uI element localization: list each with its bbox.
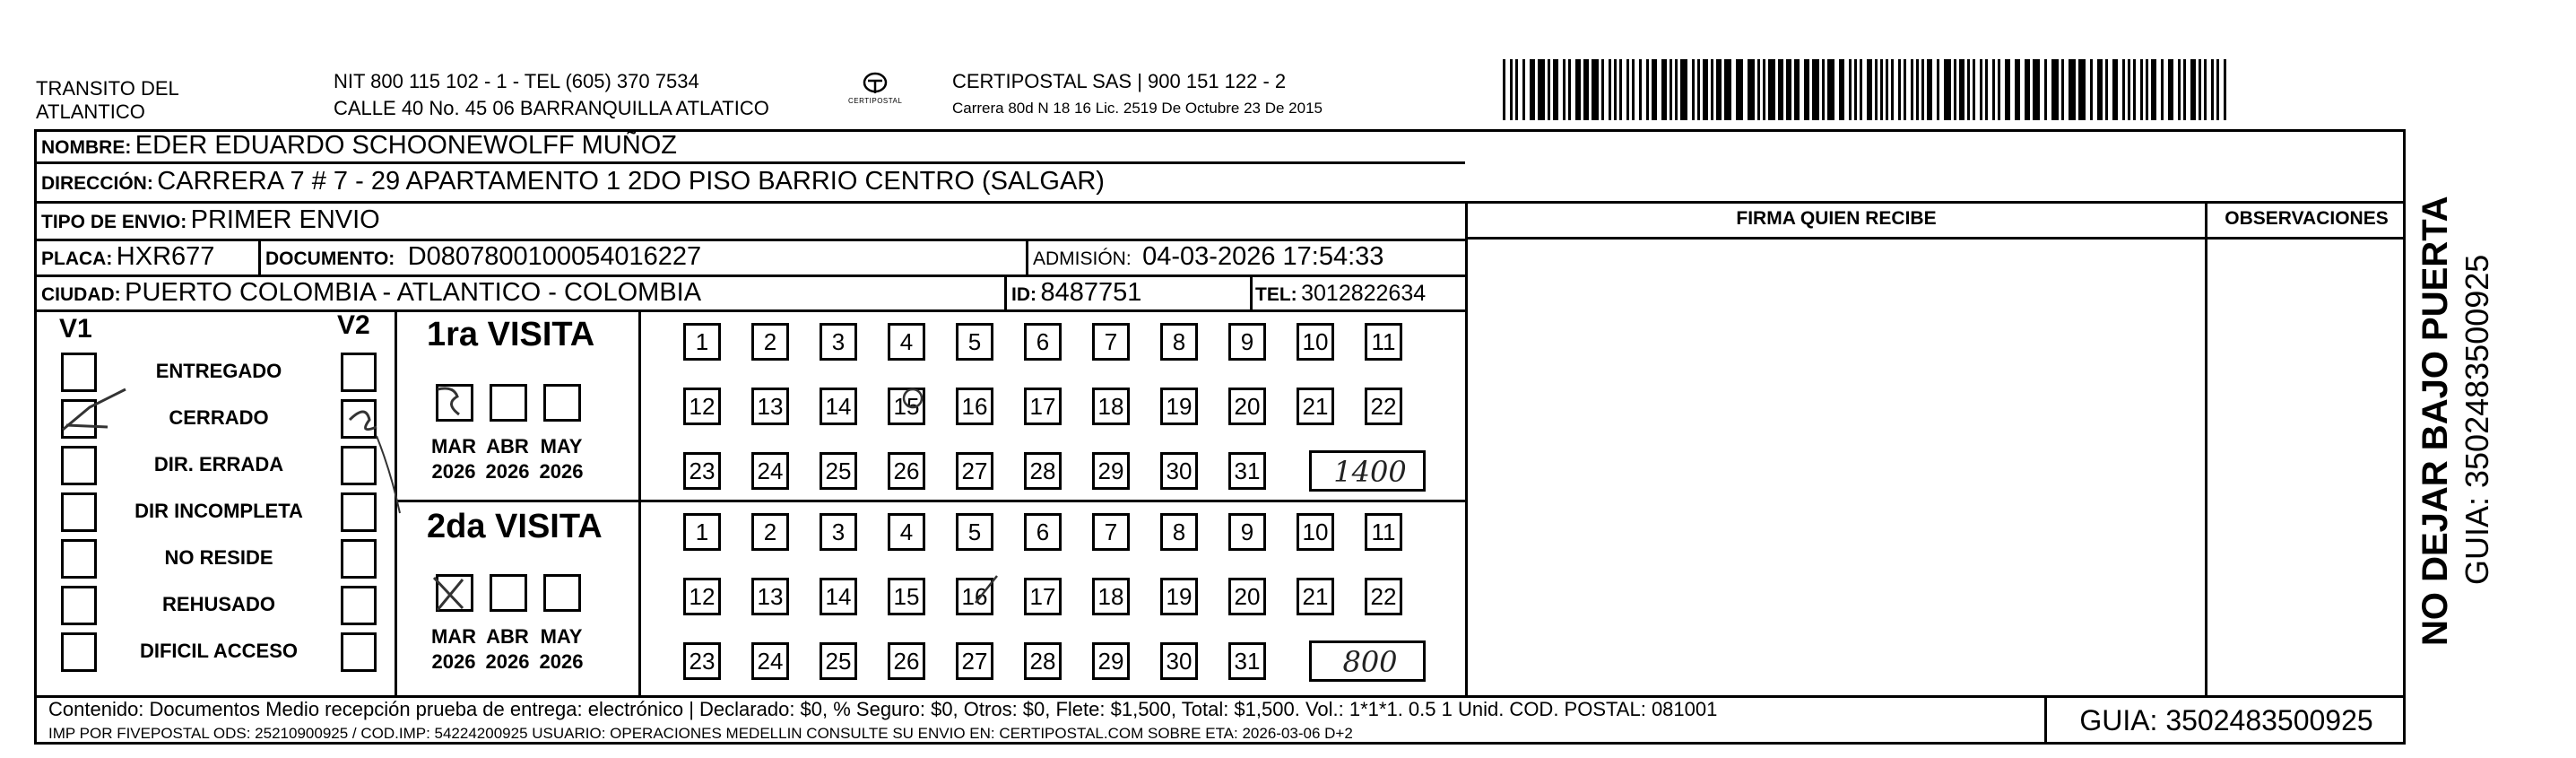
first-visit-day-box[interactable]: 16 (956, 388, 993, 425)
second-visit-month-label (427, 624, 481, 675)
first-visit-day-box[interactable]: 8 (1160, 323, 1198, 361)
admision-label: ADMISIÓN: (1033, 248, 1132, 269)
barcode-bar (1827, 59, 1834, 120)
barcode-bar (1652, 59, 1657, 120)
v2-status-checkbox[interactable] (341, 353, 377, 392)
second-visit-day-box[interactable]: 23 (683, 642, 721, 680)
barcode-bar (1670, 59, 1672, 120)
barcode-bar (1601, 59, 1604, 120)
barcode-bar (1609, 59, 1611, 120)
barcode-bar (2005, 59, 2010, 120)
month-name: MAY (540, 435, 583, 457)
issuer-line1: TRANSITO DEL (36, 77, 179, 100)
second-visit-month-label (534, 624, 588, 675)
barcode-bar (2090, 59, 2093, 120)
second-visit-month-checkbox[interactable] (490, 574, 527, 612)
ciudad-cell (41, 278, 701, 308)
second-visit-day-box[interactable]: 15 (888, 578, 925, 615)
barcode-bar (1967, 59, 1970, 120)
barcode-bar (1927, 59, 1932, 120)
barcode-bar (2044, 59, 2047, 120)
documento-value: D0807800100054016227 (407, 242, 702, 271)
first-visit-month-checkbox[interactable] (490, 384, 527, 422)
barcode-bar (2183, 59, 2186, 120)
second-visit-day-box[interactable]: 14 (820, 578, 857, 615)
first-visit-day-box[interactable]: 1 (683, 323, 721, 361)
v1-status-checkbox[interactable] (61, 632, 97, 672)
barcode-bar (1757, 59, 1760, 120)
first-visit-month-label (534, 434, 588, 484)
first-visit-day-box[interactable]: 13 (751, 388, 789, 425)
first-visit-day-box[interactable]: 7 (1092, 323, 1130, 361)
barcode-bar (1904, 59, 1906, 120)
row-divider (34, 201, 2406, 204)
first-visit-day-box[interactable]: 11 (1365, 323, 1402, 361)
status-label: ENTREGADO (155, 360, 282, 382)
barcode-bar (1973, 59, 1975, 120)
first-visit-day-box[interactable]: 22 (1365, 388, 1402, 425)
month-year: 2026 (431, 650, 476, 673)
placa-label: PLACA: (41, 248, 113, 269)
tipo-label: TIPO DE ENVIO: (41, 212, 187, 232)
first-visit-day-box[interactable]: 30 (1160, 452, 1198, 490)
documento-label: DOCUMENTO: (265, 248, 395, 269)
barcode-bar (1921, 59, 1924, 120)
status-label: REHUSADO (162, 593, 275, 615)
barcode-bar (2069, 59, 2076, 120)
barcode-bar (1548, 59, 1550, 120)
second-visit-day-box[interactable]: 6 (1024, 513, 1062, 551)
row-divider (34, 161, 1465, 164)
second-visit-month-checkbox[interactable] (543, 574, 581, 612)
status-label: DIR INCOMPLETA (134, 500, 303, 522)
barcode-bar (2133, 59, 2136, 120)
barcode-bar (1553, 59, 1558, 120)
barcode-bar (2105, 59, 2108, 120)
first-visit-time-box[interactable] (1309, 450, 1426, 492)
guia-footer: GUIA: 3502483500925 (2079, 704, 2373, 736)
visit-divider (638, 309, 641, 695)
first-visit-day-box[interactable]: 4 (888, 323, 925, 361)
second-visit-day-box[interactable]: 2 (751, 513, 789, 551)
barcode-bar (1794, 59, 1800, 120)
first-visit-day-box[interactable]: 14 (820, 388, 857, 425)
barcode-bar (1886, 59, 1888, 120)
second-visit-time-value: 800 (1342, 645, 1398, 679)
barcode-bar (1898, 59, 1901, 120)
barcode-bar (1880, 59, 1883, 120)
barcode-bar (1867, 59, 1872, 120)
tel-value: 3012822634 (1301, 281, 1427, 306)
barcode-bar (1692, 59, 1695, 120)
barcode-bar (2161, 59, 2164, 120)
second-visit-day-box[interactable]: 25 (820, 642, 857, 680)
first-visit-day-box[interactable]: 2 (751, 323, 789, 361)
status-label: CERRADO (169, 406, 269, 429)
v2-cerrado-mark-icon (341, 400, 403, 517)
documento-cell (265, 242, 701, 272)
first-visit-day-box[interactable]: 20 (1228, 388, 1266, 425)
barcode-bar (2097, 59, 2103, 120)
first-visit-day-box[interactable]: 27 (956, 452, 993, 490)
issuer-line2: ATLANTICO (36, 100, 145, 123)
first-visit-time-value: 1400 (1333, 455, 1407, 489)
barcode-bar (2204, 59, 2207, 120)
second-visit-day-box[interactable]: 8 (1160, 513, 1198, 551)
barcode-bar (2025, 59, 2030, 120)
second-visit-day-box[interactable]: 19 (1160, 578, 1198, 615)
barcode-bar (1786, 59, 1791, 120)
barcode-bar (1736, 59, 1743, 120)
barcode-bar (2199, 59, 2201, 120)
month-name: ABR (486, 625, 529, 648)
v2-status-checkbox[interactable] (341, 586, 377, 625)
barcode-bar (1583, 59, 1589, 120)
second-visit-day-box[interactable]: 16 (956, 578, 993, 615)
first-visit-day-box[interactable]: 26 (888, 452, 925, 490)
second-visit-day-box[interactable]: 22 (1365, 578, 1402, 615)
barcode-bar (1875, 59, 1878, 120)
row-divider (34, 239, 1465, 241)
barcode-bar (1763, 59, 1765, 120)
placa-value: HXR677 (116, 242, 215, 271)
second-visit-day-box[interactable]: 7 (1092, 513, 1130, 551)
courier-line: CERTIPOSTAL SAS | 900 151 122 - 2 (952, 70, 1287, 92)
ciudad-label: CIUDAD: (41, 284, 121, 305)
barcode-bar (1959, 59, 1965, 120)
day15-mark-icon (897, 379, 932, 418)
first-visit-month-checkbox[interactable] (543, 384, 581, 422)
month-name: ABR (486, 435, 529, 457)
barcode-bar (1675, 59, 1678, 120)
day16-mark-icon (970, 571, 1006, 610)
barcode-bar (1619, 59, 1622, 120)
first-visit-day-box[interactable]: 5 (956, 323, 993, 361)
barcode-bar (1632, 59, 1635, 120)
first-visit-day-box[interactable]: 17 (1024, 388, 1062, 425)
v2-label: V2 (337, 310, 370, 340)
second-visit-day-box[interactable]: 27 (956, 642, 993, 680)
ciudad-value: PUERTO COLOMBIA - ATLANTICO - COLOMBIA (125, 278, 702, 307)
second-visit-day-box[interactable]: 3 (820, 513, 857, 551)
barcode-bar (1822, 59, 1825, 120)
month-year: 2026 (485, 650, 530, 673)
barcode-bar (2051, 59, 2059, 120)
barcode-bar (1891, 59, 1894, 120)
barcode-bar (1916, 59, 1919, 120)
row-divider (34, 309, 1465, 312)
second-visit-day-box[interactable]: 10 (1297, 513, 1334, 551)
logo-mark-icon (857, 70, 893, 97)
direccion-value: CARRERA 7 # 7 - 29 APARTAMENTO 1 2DO PISO BARRIO CENTRO (SALGAR) (157, 167, 1105, 196)
second-visit-day-box[interactable]: 5 (956, 513, 993, 551)
status-label: NO RESIDE (164, 546, 273, 569)
barcode-bar (2216, 59, 2219, 120)
v1-status-checkbox[interactable] (61, 586, 97, 625)
barcode-icon (1503, 59, 2231, 120)
barcode-bar (1911, 59, 1913, 120)
second-visit-day-box[interactable]: 29 (1092, 642, 1130, 680)
first-visit-day-box[interactable]: 24 (751, 452, 789, 490)
first-visit-day-box[interactable]: 29 (1092, 452, 1130, 490)
barcode-bar (1748, 59, 1755, 120)
v1-label: V1 (59, 314, 92, 344)
placa-divider (258, 239, 261, 274)
barcode-bar (1944, 59, 1951, 120)
barcode-bar (1804, 59, 1809, 120)
second-visit-day-box[interactable]: 20 (1228, 578, 1266, 615)
first-visit-day-box[interactable]: 23 (683, 452, 721, 490)
no-dejar-bajo-puerta: NO DEJAR BAJO PUERTA (2416, 196, 2455, 646)
issuer-name (36, 77, 179, 124)
barcode-bar (1530, 59, 1535, 120)
barcode-bar (1522, 59, 1525, 120)
barcode-bar (1503, 59, 1505, 120)
barcode-bar (2078, 59, 2086, 120)
v1-status-checkbox[interactable] (61, 539, 97, 579)
barcode-bar (2224, 59, 2226, 120)
nombre-row (41, 131, 677, 161)
id-cell (1011, 278, 1141, 308)
barcode-bar (1778, 59, 1783, 120)
barcode-bar (1680, 59, 1687, 120)
barcode-bar (1854, 59, 1857, 120)
barcode-bar (2033, 59, 2040, 120)
month-year: 2026 (539, 650, 584, 673)
first-visit-day-box[interactable]: 25 (820, 452, 857, 490)
first-visit-month-label (481, 434, 534, 484)
barcode-bar (1998, 59, 2000, 120)
certipostal-logo (848, 70, 902, 105)
second-visit-month-label (481, 624, 534, 675)
month-year: 2026 (485, 460, 530, 483)
barcode-bar (2128, 59, 2130, 120)
second-visit-day-box[interactable]: 12 (683, 578, 721, 615)
month-name: MAY (540, 625, 583, 648)
tel-cell (1255, 281, 1426, 307)
month-name: MAR (430, 625, 477, 648)
barcode-bar (1711, 59, 1713, 120)
observaciones-area[interactable] (2207, 240, 2406, 695)
admision-value: 04-03-2026 17:54:33 (1142, 242, 1384, 271)
barcode-bar (1839, 59, 1844, 120)
month-name: MAR (430, 435, 477, 457)
imp-line: IMP POR FIVEPOSTAL ODS: 25210900925 / COD.IMP: 54224200925 USUARIO: OPERACIONES MEDELLIN CONSULTE SU ENVIO EN: CERTIPOSTAL.COM SOBRE ETA: 2026-03-06 D+2 (48, 725, 1353, 742)
id-label: ID: (1011, 284, 1036, 305)
direccion-label: DIRECCIÓN: (41, 173, 153, 194)
first-visit-day-box[interactable]: 21 (1297, 388, 1334, 425)
v1-status-checkbox[interactable] (61, 446, 97, 485)
firma-label: FIRMA QUIEN RECIBE (1736, 208, 1937, 229)
v1-status-checkbox[interactable] (61, 492, 97, 532)
second-visit-day-box[interactable]: 4 (888, 513, 925, 551)
barcode-bar (2168, 59, 2173, 120)
v1-cerrado-checkmark-icon (54, 380, 134, 443)
tel-divider (1250, 274, 1253, 309)
barcode-bar (2146, 59, 2148, 120)
id-divider (1004, 274, 1007, 309)
barcode-bar (1510, 59, 1513, 120)
first-visit-month-mark-icon (427, 380, 470, 423)
barcode-bar (1849, 59, 1852, 120)
second-visit-day-box[interactable]: 31 (1228, 642, 1266, 680)
first-visit-title: 1ra VISITA (427, 316, 595, 353)
barcode-bar (1768, 59, 1775, 120)
first-visit-day-box[interactable]: 18 (1092, 388, 1130, 425)
barcode-bar (1703, 59, 1708, 120)
issuer-contact (334, 70, 769, 120)
barcode-bar (1639, 59, 1642, 120)
second-visit-day-box[interactable]: 18 (1092, 578, 1130, 615)
second-visit-day-box[interactable]: 9 (1228, 513, 1266, 551)
contenido-line: Contenido: Documentos Medio recepción prueba de entrega: electrónico | Declarado: $0, % Seguro: $0, Otros: $0, Flete: $1,500, Total: $1,500. Vol.: 1*1*1. 0.5 1 Unid. COD. POSTAL: 081001 (48, 698, 1718, 720)
logo-text: CERTIPOSTAL (848, 97, 903, 105)
month-year: 2026 (539, 460, 584, 483)
first-visit-day-box[interactable]: 12 (683, 388, 721, 425)
second-visit-day-box[interactable]: 11 (1365, 513, 1402, 551)
barcode-bar (1592, 59, 1599, 120)
barcode-bar (1724, 59, 1731, 120)
first-visit-month-label (427, 434, 481, 484)
address-line: CALLE 40 No. 45 06 BARRANQUILLA ATLATICO (334, 97, 769, 119)
v2-status-checkbox[interactable] (341, 539, 377, 579)
nombre-label: NOMBRE: (41, 137, 132, 158)
barcode-bar (1538, 59, 1545, 120)
second-visit-day-box[interactable]: 26 (888, 642, 925, 680)
first-visit-day-box[interactable]: 15 (888, 388, 925, 425)
barcode-bar (1954, 59, 1956, 120)
barcode-bar (1860, 59, 1862, 120)
side-guia: GUIA: 3502483500925 (2459, 254, 2495, 585)
barcode-bar (1980, 59, 1982, 120)
nit-line: NIT 800 115 102 - 1 - TEL (605) 370 7534 (334, 70, 699, 92)
barcode-bar (1992, 59, 1995, 120)
first-visit-day-box[interactable]: 9 (1228, 323, 1266, 361)
barcode-bar (1646, 59, 1649, 120)
barcode-bar (1515, 59, 1518, 120)
first-visit-day-box[interactable]: 6 (1024, 323, 1062, 361)
placa-cell (41, 242, 214, 272)
barcode-bar (1626, 59, 1629, 120)
second-visit-day-box[interactable]: 17 (1024, 578, 1062, 615)
nombre-value: EDER EDUARDO SCHOONEWOLFF MUÑOZ (134, 131, 677, 160)
barcode-bar (2211, 59, 2214, 120)
tipo-row (41, 205, 380, 235)
observaciones-label: OBSERVACIONES (2225, 208, 2389, 229)
second-visit-title: 2da VISITA (427, 508, 603, 545)
second-visit-day-box[interactable]: 28 (1024, 642, 1062, 680)
v2-status-checkbox[interactable] (341, 632, 377, 672)
barcode-bar (1563, 59, 1566, 120)
barcode-bar (1661, 59, 1667, 120)
first-visit-day-box[interactable]: 10 (1297, 323, 1334, 361)
admision-divider (1026, 239, 1028, 274)
barcode-bar (1568, 59, 1571, 120)
status-label: DIFICIL ACCESO (139, 640, 298, 662)
second-visit-day-box[interactable]: 24 (751, 642, 789, 680)
signature-area[interactable] (1468, 240, 2205, 695)
first-visit-day-box[interactable]: 31 (1228, 452, 1266, 490)
direccion-row (41, 167, 1105, 196)
tel-label: TEL: (1255, 284, 1297, 305)
barcode-bar (1614, 59, 1617, 120)
second-visit-month-mark-icon (427, 571, 472, 615)
barcode-bar (1812, 59, 1819, 120)
barcode-bar (2061, 59, 2064, 120)
barcode-bar (2015, 59, 2020, 120)
barcode-bar (1716, 59, 1722, 120)
admision-cell (1033, 242, 1383, 272)
visit-row-divider (395, 500, 1465, 502)
barcode-bar (2190, 59, 2196, 120)
license-line: Carrera 80d N 18 16 Lic. 2519 De Octubre 23 De 2015 (952, 100, 1323, 117)
second-visit-day-box[interactable]: 21 (1297, 578, 1334, 615)
barcode-bar (2151, 59, 2156, 120)
barcode-bar (1697, 59, 1700, 120)
tipo-value: PRIMER ENVIO (190, 205, 380, 234)
second-visit-day-box[interactable]: 13 (751, 578, 789, 615)
barcode-bar (2140, 59, 2143, 120)
first-visit-day-box[interactable]: 19 (1160, 388, 1198, 425)
courier-info (952, 70, 1323, 118)
barcode-bar (2122, 59, 2125, 120)
month-year: 2026 (431, 460, 476, 483)
barcode-bar (1937, 59, 1939, 120)
first-visit-day-box[interactable]: 28 (1024, 452, 1062, 490)
barcode-bar (2112, 59, 2118, 120)
second-visit-day-box[interactable]: 30 (1160, 642, 1198, 680)
second-visit-time-box[interactable] (1309, 640, 1426, 682)
id-value: 8487751 (1040, 278, 1142, 307)
barcode-bar (1985, 59, 1988, 120)
barcode-bar (1575, 59, 1581, 120)
first-visit-day-box[interactable]: 3 (820, 323, 857, 361)
second-visit-day-box[interactable]: 1 (683, 513, 721, 551)
status-label: DIR. ERRADA (153, 453, 284, 475)
barcode-bar (2178, 59, 2181, 120)
